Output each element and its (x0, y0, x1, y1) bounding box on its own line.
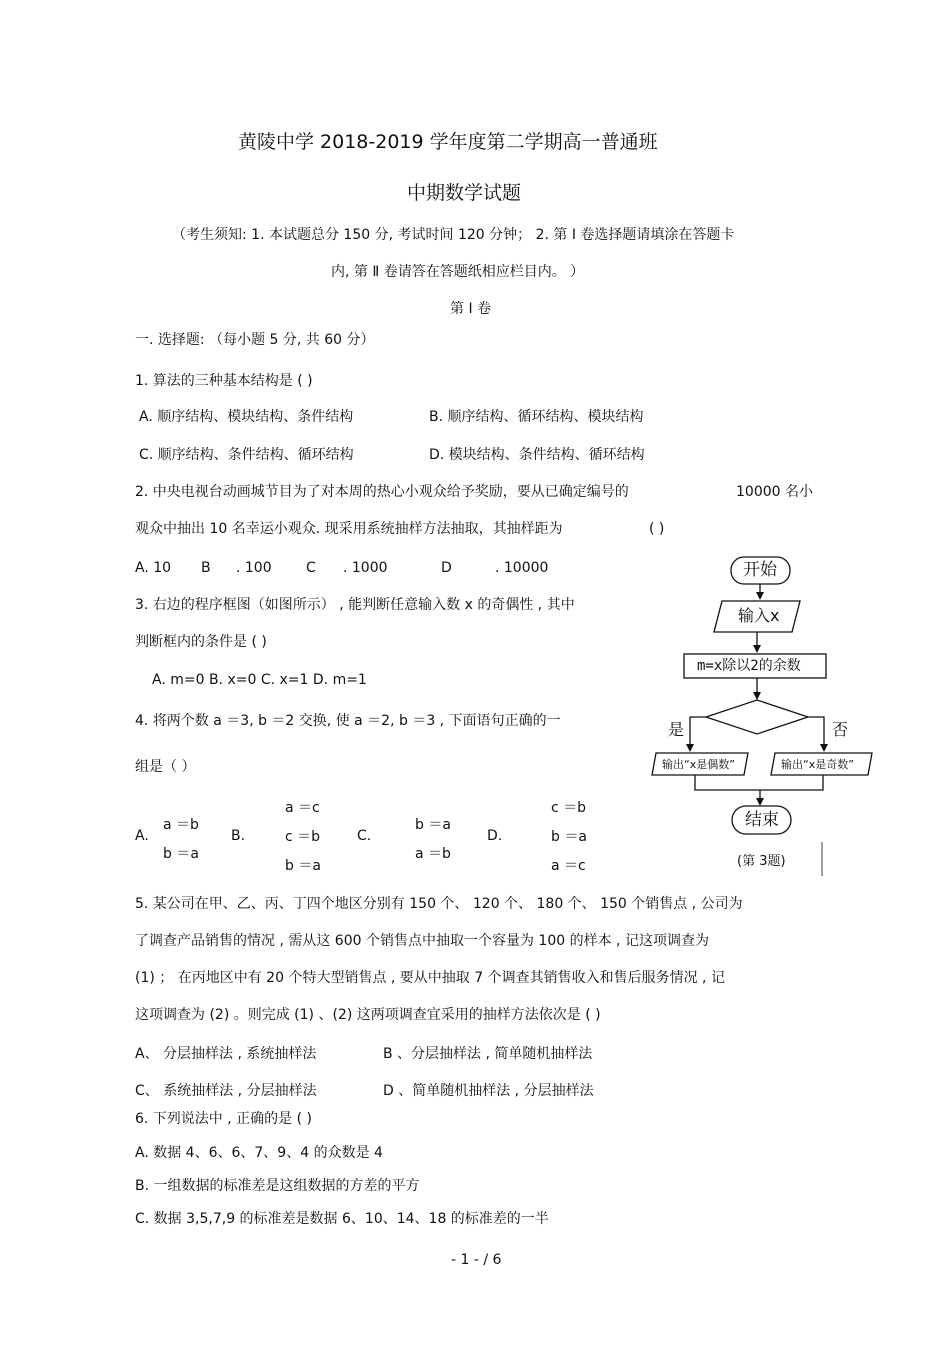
q4-line-2: 组是（ ） (135, 759, 196, 775)
flowchart-yes-label: 是 (668, 720, 685, 739)
flowchart-arrowhead (753, 692, 761, 700)
q2-option: C (306, 560, 316, 576)
q1-option-c: C. 顺序结构、条件结构、循环结构 (139, 447, 354, 463)
q3-line-1: 3. 右边的程序框图（如图所示） , 能判断任意输入数 x 的奇偶性 , 其中 (135, 597, 575, 613)
q2-option: A. 10 (135, 560, 172, 576)
flowchart-arrowhead (756, 592, 764, 600)
q6-option-a: A. 数据 4、6、6、7、9、4 的众数是 4 (135, 1145, 383, 1161)
q2-option: B (201, 560, 211, 576)
flowchart-arrowhead (753, 645, 761, 653)
q5-line-4: 这项调查为 (2) 。则完成 (1) 、(2) 这两项调查宜采用的抽样方法依次是 ( ) (135, 1007, 601, 1023)
q4-d-line-2: b ＝a (551, 829, 587, 845)
flowchart-arrowhead (756, 798, 764, 806)
flowchart-no-label: 否 (832, 720, 849, 739)
q4-a-line-2: b ＝a (163, 846, 199, 862)
q5-option-a: A、 分层抽样法 , 系统抽样法 (135, 1046, 317, 1062)
q2-line-1: 2. 中央电视台动画城节目为了对本周的热心小观众给予奖励，要从已确定编号的 (135, 484, 629, 500)
q4-d-line-3: a ＝c (551, 858, 586, 874)
flowchart-start-label: 开始 (743, 560, 777, 580)
q4-label-b: B. (231, 828, 246, 844)
flowchart-arrowhead (686, 744, 694, 752)
q2-option: . 100 (236, 560, 272, 576)
q2-option: . 1000 (343, 560, 388, 576)
q6-option-b: B. 一组数据的标准差是这组数据的方差的平方 (135, 1178, 420, 1194)
q6-stem: 6. 下列说法中 , 正确的是 ( ) (135, 1111, 312, 1127)
q2-option: D (441, 560, 452, 576)
q5-option-c: C、 系统抽样法 , 分层抽样法 (135, 1083, 317, 1099)
q6-option-c: C. 数据 3,5,7,9 的标准差是数据 6、10、14、18 的标准差的一半 (135, 1211, 549, 1227)
q4-c-line-1: b ＝a (415, 817, 451, 833)
page-number: - 1 - / 6 (451, 1252, 502, 1268)
q5-option-b: B 、分层抽样法 , 简单随机抽样法 (383, 1046, 593, 1062)
q4-line-1: 4. 将两个数 a ＝3, b ＝2 交换, 使 a ＝2, b ＝3 , 下面语句正确的一 (135, 713, 561, 729)
q1-option-a: A. 顺序结构、模块结构、条件结构 (139, 409, 354, 425)
exam-title: 黄陵中学 2018-2019 学年度第二学期高一普通班 (238, 131, 658, 153)
q4-d-line-1: c ＝b (551, 800, 587, 816)
q3-options: A. m=0 B. x=0 C. x=1 D. m=1 (152, 672, 367, 688)
flowchart-decision (706, 700, 808, 734)
q2-line-1-tail: 10000 名小 (736, 484, 813, 500)
q4-label-d: D. (487, 828, 503, 844)
q4-b-line-1: a ＝c (285, 800, 320, 816)
q5-line-3: (1) ； 在丙地区中有 20 个特大型销售点 , 要从中抽取 7 个调查其销售收入和售后服务情况 , 记 (135, 970, 725, 986)
part-heading: 一. 选择题: （每小题 5 分, 共 60 分） (135, 332, 375, 348)
flowchart-output-odd-label: 输出“x是奇数” (781, 758, 854, 771)
q1-stem: 1. 算法的三种基本结构是 ( ) (135, 373, 313, 389)
q2-line-2: 观众中抽出 10 名幸运小观众. 现采用系统抽样方法抽取，其抽样距为 (135, 521, 563, 537)
q4-c-line-2: a ＝b (415, 846, 451, 862)
flowchart-caption: (第 3题) (737, 854, 786, 869)
q5-line-1: 5. 某公司在甲、乙、丙、丁四个地区分别有 150 个、 120 个、 180 个、 150 个销售点 , 公司为 (135, 896, 743, 912)
q2-option: . 10000 (495, 560, 549, 576)
q1-option-b: B. 顺序结构、循环结构、模块结构 (429, 409, 644, 425)
flowchart-process-label: m=x除以2的余数 (697, 658, 801, 674)
q4-b-line-3: b ＝a (285, 858, 321, 874)
flowchart-arrowhead (820, 744, 828, 752)
flowchart-output-even-label: 输出“x是偶数” (662, 758, 735, 771)
q1-option-d: D. 模块结构、条件结构、循环结构 (429, 447, 645, 463)
q5-line-2: 了调查产品销售的情况 , 需从这 600 个销售点中抽取一个容量为 100 的样本 , 记这项调查为 (135, 933, 709, 949)
notice-line-2: 内, 第 Ⅱ 卷请答在答题纸相应栏目内。 ） (331, 264, 585, 280)
q2-answer-paren: ( ) (649, 521, 665, 537)
notice-line-1: （考生须知: 1. 本试题总分 150 分, 考试时间 120 分钟； 2. 第 Ⅰ 卷选择题请填涂在答题卡 (172, 227, 735, 243)
flowchart-input-label: 输入x (738, 606, 780, 625)
q4-a-line-1: a ＝b (163, 817, 199, 833)
q5-option-d: D 、简单随机抽样法 , 分层抽样法 (383, 1083, 594, 1099)
flowchart-end-label: 结束 (745, 810, 779, 830)
q4-label-a: A. (135, 828, 149, 844)
section-heading: 第 Ⅰ 卷 (450, 301, 492, 317)
flowchart-merge-line (695, 775, 823, 790)
exam-subtitle: 中期数学试题 (407, 182, 522, 204)
q4-b-line-2: c ＝b (285, 829, 321, 845)
q3-line-2: 判断框内的条件是 ( ) (135, 634, 267, 650)
q4-label-c: C. (357, 828, 372, 844)
